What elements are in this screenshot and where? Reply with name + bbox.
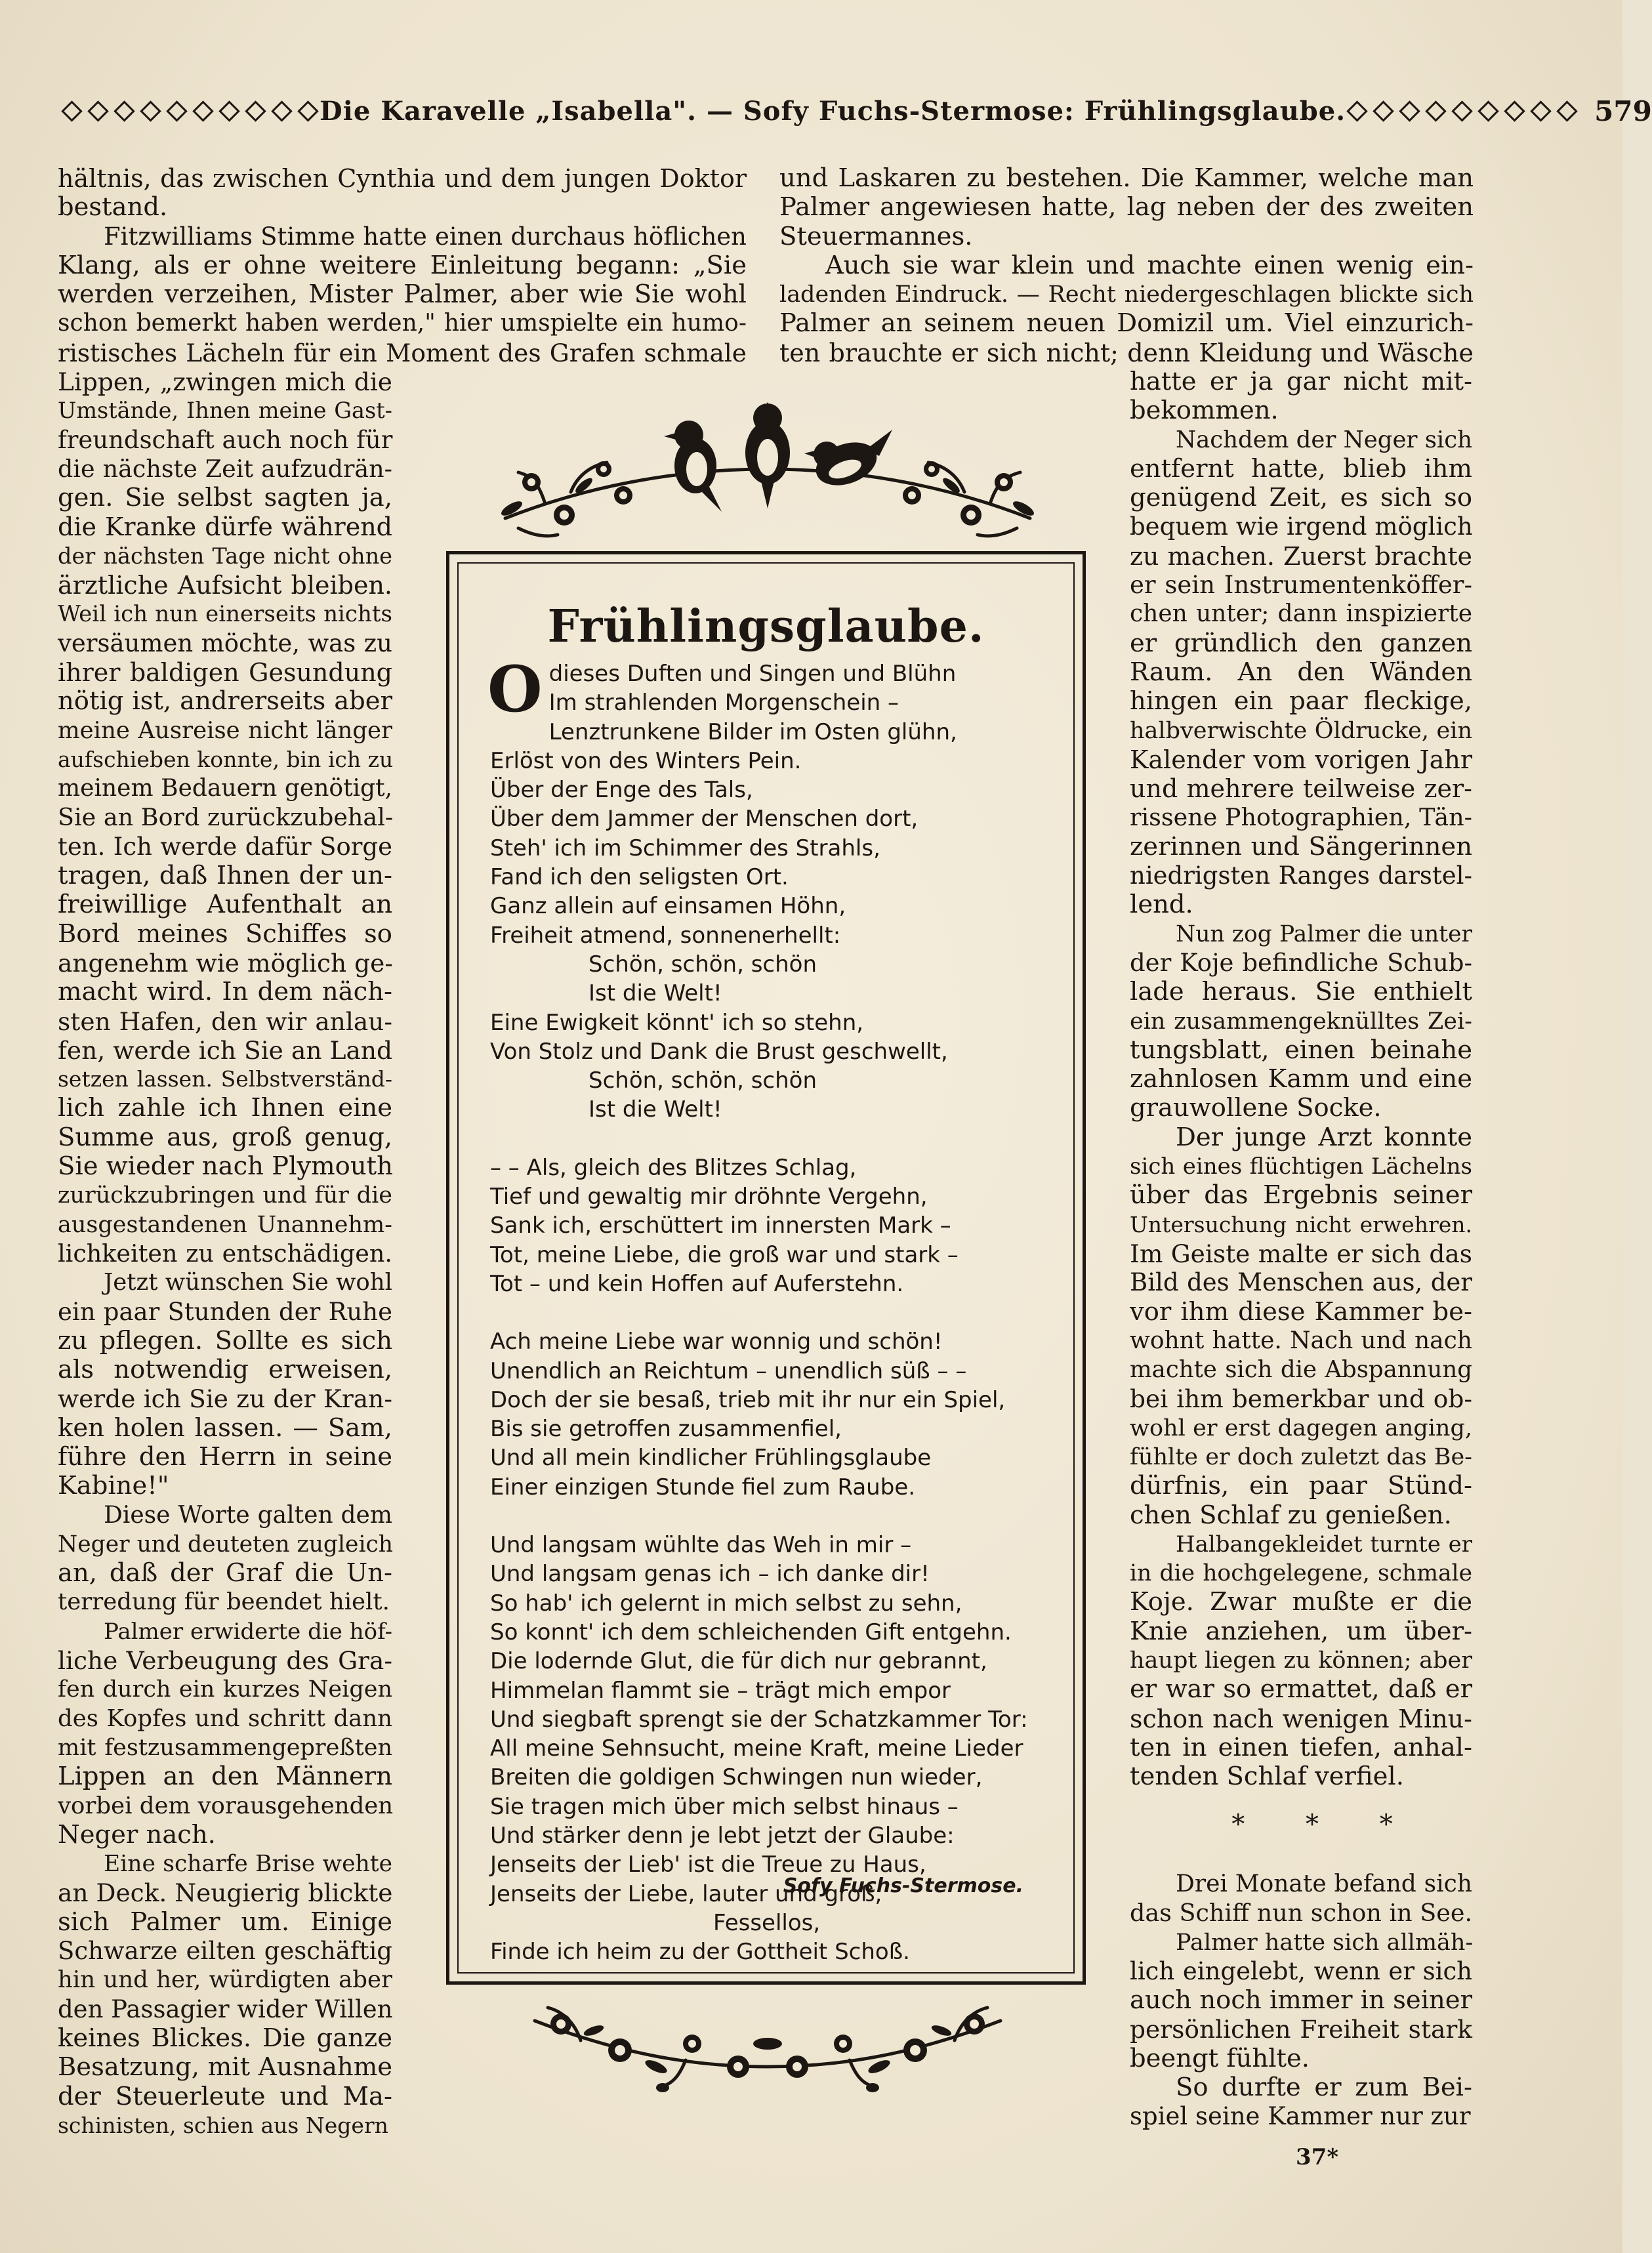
text-line: Jetzt wünschen Sie wohl <box>104 1269 392 1296</box>
left-column-narrow <box>58 367 392 2140</box>
text-line: das Schiff nun schon in See. <box>1130 1899 1473 1928</box>
text-line: Nachdem der Neger sich <box>1176 426 1473 453</box>
poem-line: Tot, meine Liebe, die groß war und stark – <box>490 1241 959 1268</box>
text-line: chen Schlaf zu genießen. <box>1130 1500 1452 1530</box>
poem-line: Finde ich heim zu der Gottheit Schoß. <box>490 1939 910 1966</box>
text-line: lichkeiten zu entschädigen. <box>58 1239 392 1268</box>
text-line: über das Ergebnis seiner <box>1130 1180 1472 1210</box>
text-line: fühlte er doch zuletzt das Be- <box>1130 1443 1472 1470</box>
text-line: keines Blickes. Die ganze <box>58 2023 392 2053</box>
text-line: meine Ausreise nicht länger <box>58 716 392 744</box>
poem-line: Und langsam genas ich – ich danke dir! <box>490 1561 930 1588</box>
diamond-ornament-right-icon <box>1346 104 1579 119</box>
text-line: zerinnen und Sängerinnen <box>1130 831 1472 861</box>
poem-line: Über der Enge des Tals, <box>490 777 753 804</box>
poem-title: Frühlingsglaube. <box>547 600 985 653</box>
poem-line: Eine Ewigkeit könnt' ich so stehn, <box>490 1009 864 1036</box>
text-line: Der junge Arzt konnte <box>1176 1122 1472 1152</box>
text-line: chen unter; dann inspizierte <box>1130 600 1472 628</box>
text-line: ken holen lassen. — Sam, <box>58 1413 392 1443</box>
text-line: Raum. An den Wänden <box>1130 657 1472 687</box>
floral-garland-ornament-icon <box>522 1995 1014 2093</box>
text-line: an Deck. Neugierig blickte <box>58 1878 393 1908</box>
text-line: führe den Herrn in seine <box>58 1441 392 1472</box>
text-line: Nun zog Palmer die unter <box>1176 920 1472 947</box>
diamond-ornament-left-icon <box>60 104 320 119</box>
poem-line: Bis sie getroffen zusammenfiel, <box>490 1416 842 1443</box>
text-line: Eine scharfe Brise wehte <box>104 1851 392 1878</box>
text-line: sten Hafen, den wir anlau- <box>58 1006 392 1036</box>
text-line: tragen, daß Ihnen der un- <box>58 861 392 891</box>
text-line: Fitzwilliams Stimme hatte einen durchaus höflichen <box>104 222 747 251</box>
text-line: terredung für beendet hielt. <box>58 1588 390 1616</box>
text-line: meinem Bedauern genötigt, <box>58 775 392 802</box>
text-line: mit festzusammengepreßten <box>58 1734 392 1761</box>
text-line: ärztliche Aufsicht bleiben. <box>58 571 392 600</box>
text-line: lade heraus. Sie enthielt <box>1130 977 1472 1007</box>
text-line: Sie wieder nach Plymouth <box>58 1151 393 1182</box>
running-header <box>60 91 1652 131</box>
text-line: wohnt hatte. Nach und nach <box>1130 1327 1472 1354</box>
poem-line: Ach meine Liebe war wonnig und schön! <box>490 1329 943 1355</box>
text-line: zahnlosen Kamm und eine <box>1130 1064 1472 1094</box>
text-line: fen durch ein kurzes Neigen <box>58 1676 392 1703</box>
text-line: vorbei dem vorausgehenden <box>58 1792 394 1819</box>
poem-line: All meine Sehnsucht, meine Kraft, meine Lieder <box>490 1735 1023 1762</box>
right-column-bottom <box>1130 1870 1472 2132</box>
text-line: die Kranke dürfe während <box>58 512 392 542</box>
poem-line: Von Stolz und Dank die Brust geschwellt, <box>490 1038 948 1065</box>
birds-on-branch-ornament-icon <box>492 403 1043 554</box>
left-column-top <box>58 164 747 367</box>
text-line: nötig ist, andrerseits aber <box>58 686 392 716</box>
text-line: an, daß der Graf die Un- <box>58 1558 392 1588</box>
text-line: lich eingelebt, wenn er sich <box>1130 1956 1472 1985</box>
text-line: bekommen. <box>1130 396 1279 426</box>
text-line: Drei Monate befand sich <box>1176 1871 1472 1897</box>
text-line: er war so ermattet, daß er <box>1130 1674 1472 1705</box>
poem-line: – – Als, gleich des Blitzes Schlag, <box>490 1154 857 1181</box>
poem-line: Einer einzigen Stunde fiel zum Raube. <box>490 1474 916 1500</box>
text-line: angenehm wie möglich ge- <box>58 948 393 978</box>
text-line: er gründlich den ganzen <box>1130 628 1472 658</box>
poem-line: Ganz allein auf einsamen Höhn, <box>490 893 846 920</box>
text-line: haupt liegen zu können; aber <box>1130 1647 1472 1674</box>
text-line: entfernt hatte, blieb ihm <box>1130 453 1472 484</box>
text-line: Koje. Zwar mußte er die <box>1130 1587 1472 1617</box>
text-line: grauwollene Socke. <box>1130 1093 1382 1123</box>
text-line: liche Verbeugung des Gra- <box>58 1646 392 1676</box>
text-line: ten in einen tiefen, anhal- <box>1130 1732 1472 1762</box>
text-line: Besatzung, mit Ausnahme <box>58 2052 392 2082</box>
poem-line: Und stärker denn je lebt jetzt der Glaube: <box>490 1822 955 1849</box>
text-line: Auch sie war klein und machte einen wenig ein- <box>825 250 1474 280</box>
text-line: So durfte er zum Bei- <box>1176 2073 1472 2103</box>
text-line: Palmer erwiderte die höf- <box>104 1618 392 1645</box>
text-line: und Laskaren zu bestehen. Die Kammer, welche man <box>779 163 1474 193</box>
text-line: und mehrere teilweise zer- <box>1130 774 1472 804</box>
text-line: Kalender vom vorigen Jahr <box>1130 745 1472 774</box>
text-line: hatte er ja gar nicht mit- <box>1130 367 1472 396</box>
poem-line: Lenztrunkene Bilder im Osten glühn, <box>548 718 957 745</box>
text-line: Bord meines Schiffes so <box>58 919 392 949</box>
text-line: Sie an Bord zurückzubehal- <box>58 803 394 832</box>
text-line: Steuermannes. <box>779 221 973 251</box>
poem-line: dieses Duften und Singen und Blühn <box>548 661 957 687</box>
text-line: die nächste Zeit aufzudrän- <box>58 454 392 483</box>
poem-line: So hab' ich gelernt in mich selbst zu sehn, <box>490 1590 962 1617</box>
text-line: schinisten, schien aus Negern <box>58 2112 388 2138</box>
poem-line: Freiheit atmend, sonnenerhellt: <box>490 922 841 949</box>
poem-line: Und siegbaft sprengt sie der Schatzkammer Tor: <box>490 1706 1028 1733</box>
text-line: der Koje befindliche Schub- <box>1130 948 1472 977</box>
text-line: hingen ein paar fleckige, <box>1130 686 1472 716</box>
text-line: rissene Photographien, Tän- <box>1130 803 1472 832</box>
text-line: der nächsten Tage nicht ohne <box>58 543 392 569</box>
text-line: Diese Worte galten dem <box>104 1501 392 1529</box>
text-line: ein zusammengeknülltes Zei- <box>1130 1008 1472 1035</box>
text-line: Untersuchung nicht erwehren. <box>1130 1211 1472 1237</box>
text-line: Neger und deuteten zugleich <box>58 1531 394 1558</box>
poem-line: Ist die Welt! <box>589 1096 722 1123</box>
text-line: vor ihm diese Kammer be- <box>1130 1296 1472 1327</box>
poem-line: Unendlich an Reichtum – unendlich süß – – <box>490 1357 967 1384</box>
text-line: bequem wie irgend möglich <box>1130 512 1473 541</box>
text-line: lich zahle ich Ihnen eine <box>58 1093 392 1123</box>
poem-line: Und langsam wühlte das Weh in mir – <box>490 1532 912 1559</box>
text-line: Halbangekleidet turnte er <box>1176 1531 1472 1558</box>
text-line: Umstände, Ihnen meine Gast- <box>58 398 392 424</box>
text-line: ten brauchte er sich nicht; denn Kleidung und Wäsche <box>779 338 1474 367</box>
poem-author: Sofy Fuchs-Stermose. <box>783 1874 1023 1897</box>
text-line: werde ich Sie zu der Kran- <box>58 1384 392 1414</box>
poem-line: Die lodernde Glut, die für dich nur gebrannt, <box>490 1648 987 1675</box>
text-line: fen, werde ich Sie an Land <box>58 1035 392 1065</box>
poem-line: Jenseits der Liebe, lauter und groß, <box>490 1880 882 1907</box>
text-line: bei ihm bemerkbar und ob- <box>1130 1384 1472 1414</box>
text-line: ristisches Lächeln für ein Moment des Grafen schmale <box>58 338 747 367</box>
poem-line: Im strahlenden Morgenschein – <box>548 690 899 716</box>
text-line: Lippen an den Männern <box>58 1762 392 1792</box>
poem-line: Schön, schön, schön <box>589 951 817 978</box>
poem-dropcap: O <box>487 652 543 726</box>
page-number: 579 <box>1594 94 1652 127</box>
poem-line: Schön, schön, schön <box>589 1067 817 1094</box>
text-line: ein paar Stunden der Ruhe <box>58 1297 392 1326</box>
text-line: sich Palmer um. Einige <box>58 1907 392 1937</box>
text-line: lend. <box>1130 890 1193 920</box>
poem-line: Und all mein kindlicher Frühlingsglaube <box>490 1445 932 1472</box>
text-line: beengt fühlte. <box>1130 2043 1310 2073</box>
text-line: zu machen. Zuerst brachte <box>1130 541 1472 571</box>
text-line: dürfnis, ein paar Stünd- <box>1130 1471 1472 1501</box>
text-line: Im Geiste malte er sich das <box>1130 1239 1472 1268</box>
poem-line: Steh' ich im Schimmer des Strahls, <box>490 835 880 861</box>
text-line: machte sich die Abspannung <box>1130 1356 1472 1384</box>
text-line: des Kopfes und schritt dann <box>58 1705 392 1732</box>
poem-line: Über dem Jammer der Menschen dort, <box>490 806 919 833</box>
poem-line: Tief und gewaltig mir dröhnte Vergehn, <box>490 1184 928 1210</box>
text-line: ten. Ich werde dafür Sorge <box>58 832 392 861</box>
text-line: Palmer angewiesen hatte, lag neben der des zweiten <box>779 192 1474 222</box>
text-line: der Steuerleute und Ma- <box>58 2081 392 2111</box>
poem-text <box>487 652 1054 1966</box>
text-line: schon bemerkt haben werden," hier umspielte ein humo- <box>58 310 747 337</box>
poem-line: Erlöst von des Winters Pein. <box>490 747 802 774</box>
poem-line: So konnt' ich dem schleichenden Gift entgehn. <box>490 1619 1012 1645</box>
text-line: Bild des Menschen aus, der <box>1130 1268 1472 1297</box>
text-line: ladenden Eindruck. — Recht niedergeschlagen blickte sich <box>779 281 1474 308</box>
poem-line: Himmelan flammt sie – trägt mich empor <box>490 1677 951 1704</box>
poem-line: Tot – und kein Hoffen auf Auferstehn. <box>490 1270 904 1297</box>
header-title: Die Karavelle „Isabella". — Sofy Fuchs-Stermose: Frühlingsglaube. <box>320 95 1346 127</box>
text-line: Summe aus, groß genug, <box>58 1122 392 1152</box>
text-line: Klang, als er ohne weitere Einleitung begann: „Sie <box>58 250 747 280</box>
text-line: hältnis, das zwischen Cynthia und dem jungen Doktor <box>58 164 747 193</box>
text-line: gen. Sie selbst sagten ja, <box>58 483 392 513</box>
text-line: spiel seine Kammer nur zur <box>1130 2102 1471 2131</box>
right-column-top <box>779 164 1474 367</box>
text-line: Lippen, „zwingen mich die <box>58 367 392 396</box>
poem-line: Sank ich, erschüttert im innersten Mark – <box>490 1212 951 1239</box>
text-line: Kabine!" <box>58 1471 169 1501</box>
text-line: persönlichen Freiheit stark <box>1130 2015 1472 2044</box>
text-line: ihrer baldigen Gesundung <box>58 657 392 687</box>
text-line: wohl er erst dagegen anging, <box>1130 1415 1472 1441</box>
poem-line: Jenseits der Lieb' ist die Treue zu Haus, <box>490 1851 926 1878</box>
text-line: hin und her, würdigten aber <box>58 1966 392 1994</box>
text-line: setzen lassen. Selbstverständ- <box>58 1066 392 1092</box>
text-line: werden verzeihen, Mister Palmer, aber wie Sie wohl <box>58 279 747 310</box>
text-line: schon nach wenigen Minu- <box>1130 1704 1472 1733</box>
poem-line: Doch der sie besaß, trieb mit ihr nur ein Spiel, <box>490 1386 1006 1413</box>
poem-line: Breiten die goldigen Schwingen nun wieder, <box>490 1764 983 1791</box>
text-line: Knie anziehen, um über- <box>1130 1616 1472 1646</box>
text-line: er sein Instrumentenköffer- <box>1130 571 1472 600</box>
poem-line: Fand ich den seligsten Ort. <box>490 864 789 891</box>
text-line: Palmer hatte sich allmäh- <box>1176 1929 1474 1956</box>
text-line: sich eines flüchtigen Lächelns <box>1130 1153 1472 1180</box>
text-line: macht wird. In dem näch- <box>58 977 392 1007</box>
text-line: Palmer an seinem neuen Domizil um. Viel einzurich- <box>779 308 1474 339</box>
poem-frame <box>446 551 1086 1985</box>
text-line: versäumen möchte, was zu <box>58 629 392 657</box>
section-break: * * * <box>1231 1809 1393 1840</box>
text-line: ausgestandenen Unannehm- <box>58 1211 392 1238</box>
text-line: zu pflegen. Sollte es sich <box>58 1325 392 1355</box>
text-line: bestand. <box>58 192 168 222</box>
poem-line: Sie tragen mich über mich selbst hinaus – <box>490 1793 959 1820</box>
text-line: in die hochgelegene, schmale <box>1130 1560 1472 1587</box>
text-line: freundschaft auch noch für <box>58 425 393 454</box>
text-line: niedrigsten Ranges darstel- <box>1130 861 1472 890</box>
text-line: zurückzubringen und für die <box>58 1182 392 1209</box>
text-line: Neger nach. <box>58 1819 216 1850</box>
poem-line: Fessellos, <box>713 1909 821 1936</box>
text-line: genügend Zeit, es sich so <box>1130 483 1472 513</box>
text-line: Schwarze eilten geschäftig <box>58 1937 392 1966</box>
poem-line: Ist die Welt! <box>589 980 722 1007</box>
text-line: Weil ich nun einerseits nichts <box>58 601 392 628</box>
text-line: auch noch immer in seiner <box>1130 1985 1472 2015</box>
text-line: den Passagier wider Willen <box>58 1995 393 2023</box>
right-column-narrow <box>1130 367 1472 1792</box>
text-line: freiwillige Aufenthalt an <box>58 890 392 920</box>
text-line: aufschieben konnte, bin ich zu <box>58 746 394 772</box>
text-line: tenden Schlaf verfiel. <box>1130 1762 1404 1792</box>
signature-mark: 37* <box>1296 2144 1339 2170</box>
text-line: halbverwischte Öldrucke, ein <box>1130 717 1472 744</box>
text-line: tungsblatt, einen beinahe <box>1130 1035 1472 1065</box>
text-line: als notwendig erweisen, <box>58 1355 392 1385</box>
